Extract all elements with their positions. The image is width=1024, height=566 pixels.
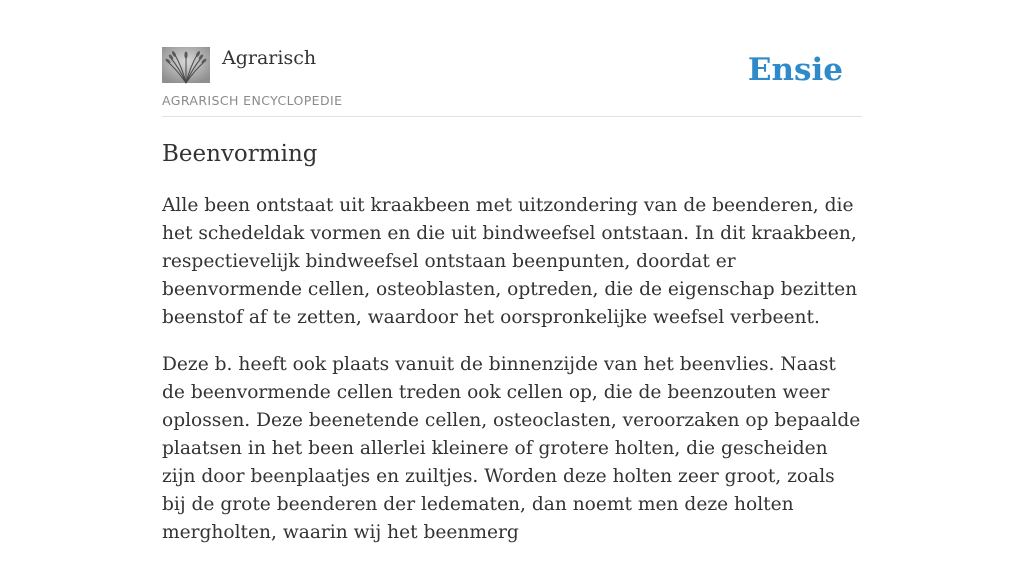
ensie-logo-link[interactable]: Ensie — [747, 52, 843, 88]
source-header — [162, 44, 862, 117]
article-paragraph: Deze b. heeft ook plaats vanuit de binnenzijde van het beenvlies. Naast de beenvormende cellen treden ook cellen op, die de beenzouten weer oplossen. Deze beenetende cellen, osteoclasten, veroorzaken op bepaalde plaatsen in het been allerlei kleinere of grotere holten, die gescheiden zijn door beenplaatjes en zuiltjes. Worden deze holten zeer groot, zoals bij de grote beenderen der ledematen, dan noemt men deze holten mergholten, waarin wij het beenmerg — [162, 354, 861, 543]
article-body — [162, 192, 862, 566]
wheat-sheaf-icon[interactable] — [162, 47, 210, 83]
article-paragraph: Alle been ontstaat uit kraakbeen met uitzondering van de beenderen, die het schedeldak vormen en die uit bindweefsel ontstaan. In dit kraakbeen, respectievelijk bindweefsel ontstaan beenpunten, doordat er beenvormende cellen, osteoblasten, optreden, die de eigenschap bezitten beenstof af te zetten, waardoor het oorspronkelijke weefsel verbeent. — [162, 195, 858, 328]
source-name[interactable]: Agrarisch — [222, 47, 317, 69]
article-title: Beenvorming — [162, 141, 318, 167]
source-subtitle: AGRARISCH ENCYCLOPEDIE — [162, 93, 343, 108]
